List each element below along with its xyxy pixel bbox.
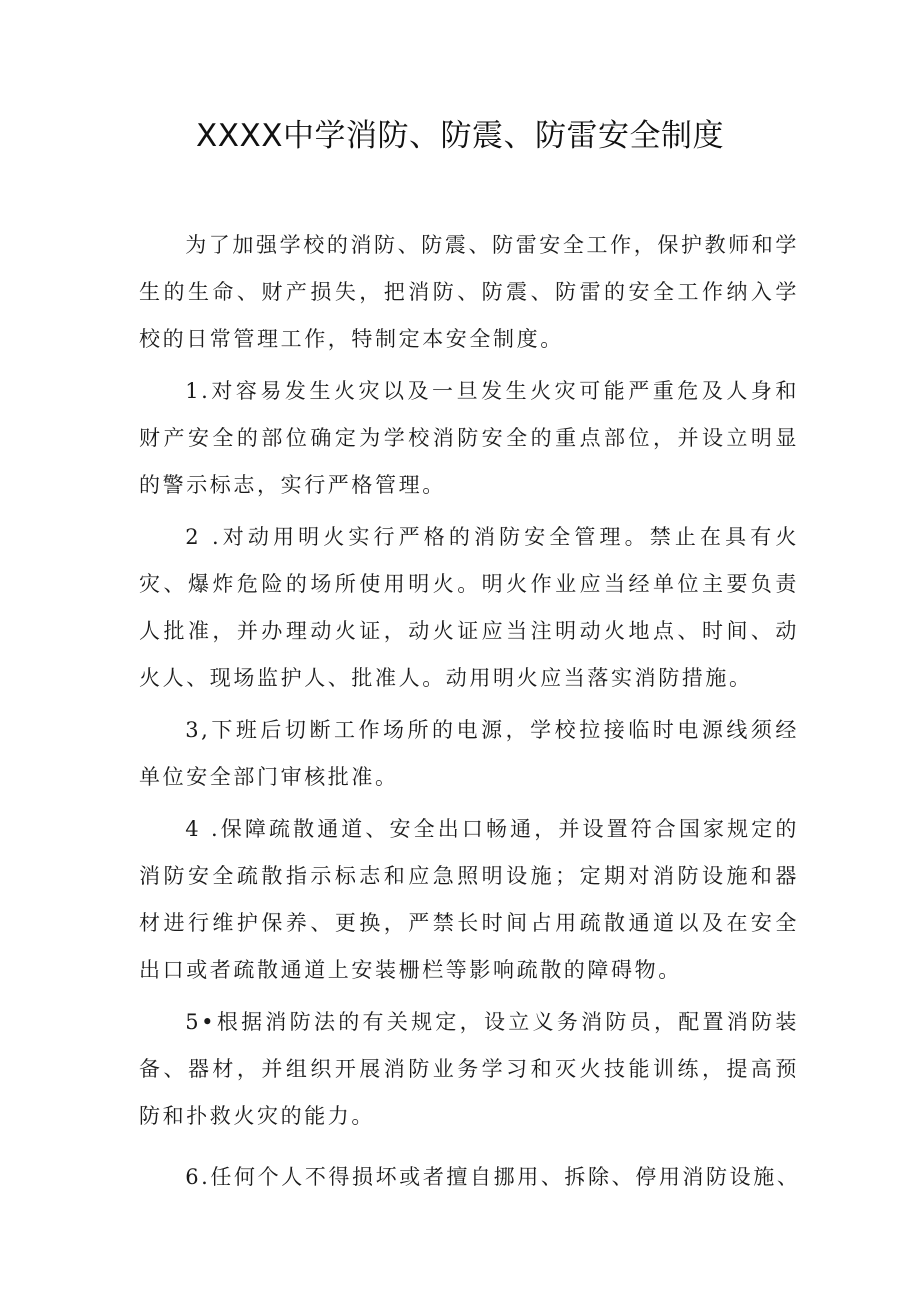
paragraph-item-4: 4 .保障疏散通道、安全出口畅通，并设置符合国家规定的消防安全疏散指示标志和应急照明设施；定期对消防设施和器材进行维护保养、更换，严禁长时间占用疏散通道以及在安全出口或者疏散通道上安装栅栏等影响疏散的障碍物。: [139, 817, 799, 982]
paragraph-item-2: 2 .对动用明火实行严格的消防安全管理。禁止在具有火灾、爆炸危险的场所使用明火。明火作业应当经单位主要负责人批准，并办理动火证，动火证应当注明动火地点、时间、动火人、现场监护人、批准人。动用明火应当落实消防措施。: [139, 525, 799, 690]
document-title: XXXX中学消防、防震、防雷安全制度: [196, 118, 724, 154]
paragraph-intro: 为了加强学校的消防、防震、防雷安全工作，保护教师和学生的生命、财产损失，把消防、防震、防雷的安全工作纳入学校的日常管理工作，特制定本安全制度。: [139, 233, 799, 351]
paragraph-item-6: 6.任何个人不得损坏或者擅自挪用、拆除、停用消防设施、: [185, 1165, 801, 1189]
paragraph-item-5: 5•根据消防法的有关规定，设立义务消防员，配置消防装备、器材，并组织开展消防业务学习和灭火技能训练，提高预防和扑救火灾的能力。: [139, 1010, 799, 1128]
paragraph-item-3: 3,下班后切断工作场所的电源，学校拉接临时电源线须经单位安全部门审核批准。: [139, 718, 799, 789]
paragraph-item-1: 1.对容易发生火灾以及一旦发生火灾可能严重危及人身和财产安全的部位确定为学校消防安全的重点部位，并设立明显的警示标志，实行严格管理。: [139, 379, 799, 497]
document-body: [139, 222, 799, 1206]
